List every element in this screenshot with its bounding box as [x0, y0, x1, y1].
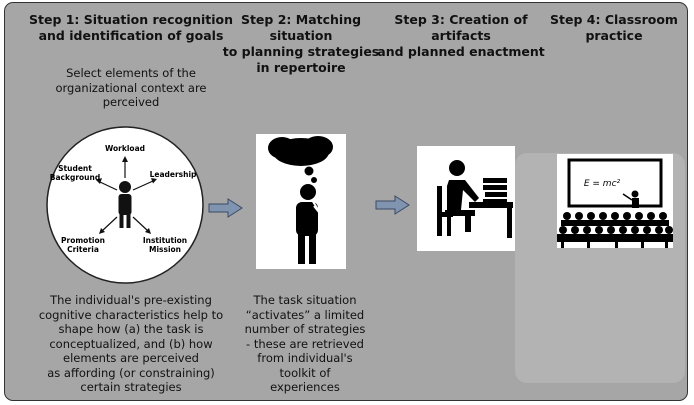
step1-bottom-line: elements are perceived — [63, 351, 199, 365]
step2-bottom-line: experiences — [270, 380, 340, 394]
step1-bottom-line: The individual's pre-existing — [50, 293, 212, 307]
label-criteria: Criteria — [67, 245, 99, 254]
organizational-context-circle — [45, 125, 205, 285]
desk-work-panel — [417, 146, 515, 251]
formula-text: E = mc² — [583, 179, 621, 189]
step2-bottom-line: - these are retrieved — [246, 336, 364, 351]
step3-heading-line2: and planned enactment — [377, 44, 545, 59]
step1-bottom-line: conceptualized, and (b) how — [49, 336, 213, 351]
step1-bottom-line: cognitive characteristics help to — [38, 307, 224, 322]
step4-heading — [549, 12, 679, 44]
person-at-desk-icon — [417, 146, 515, 251]
step2-heading-line2: to planning strategies — [222, 44, 380, 59]
label-promotion: Promotion — [61, 236, 105, 245]
label-student: Student — [58, 164, 92, 173]
step1-bottom-line: certain strategies — [80, 380, 182, 394]
audience-icon — [557, 212, 673, 248]
step3-heading — [377, 12, 545, 60]
step1-heading-line2: and identification of goals — [38, 28, 224, 43]
step1-top-line: organizational context are — [55, 80, 207, 95]
step2-heading-line3: in repertoire — [256, 60, 346, 75]
step2-bottom-text — [225, 293, 385, 395]
diagram-frame — [4, 2, 688, 401]
arrow-right-icon — [208, 198, 244, 218]
arrow-right-icon — [375, 195, 411, 215]
step1-top-text — [25, 66, 237, 110]
classroom-panel — [557, 154, 673, 248]
step2-heading-line1: Step 2: Matching situation — [240, 12, 362, 43]
thinking-person-icon — [256, 134, 346, 269]
step1-heading — [13, 12, 249, 44]
step1-bottom-line: as affording (or constraining) — [47, 365, 215, 380]
step1-top-line: Select elements of the — [66, 66, 196, 80]
step2-bottom-line: number of strategies — [244, 322, 366, 336]
step2-bottom-line: “activates” a limited — [245, 307, 365, 322]
step1-top-line: perceived — [102, 95, 160, 109]
step3-heading-line1: Step 3: Creation of artifacts — [394, 12, 528, 43]
step2-bottom-line: toolkit of — [279, 365, 331, 380]
step2-heading — [221, 12, 381, 76]
label-institution: Institution — [142, 236, 188, 245]
label-workload: Workload — [105, 144, 145, 153]
thinking-person-panel — [256, 134, 346, 269]
step1-bottom-line: shape how (a) the task is — [58, 322, 204, 336]
step2-bottom-line: The task situation — [253, 293, 357, 307]
label-leadership: Leadership — [149, 170, 197, 179]
label-mission: Mission — [148, 245, 182, 254]
label-background: Background — [49, 173, 101, 182]
step4-heading-line2: practice — [585, 28, 643, 43]
step2-bottom-line: from individual's — [257, 351, 353, 365]
step1-heading-line1: Step 1: Situation recognition — [28, 12, 234, 27]
step1-bottom-text — [21, 293, 241, 395]
step4-heading-line1: Step 4: Classroom — [550, 12, 678, 27]
classroom-icon — [557, 154, 673, 248]
